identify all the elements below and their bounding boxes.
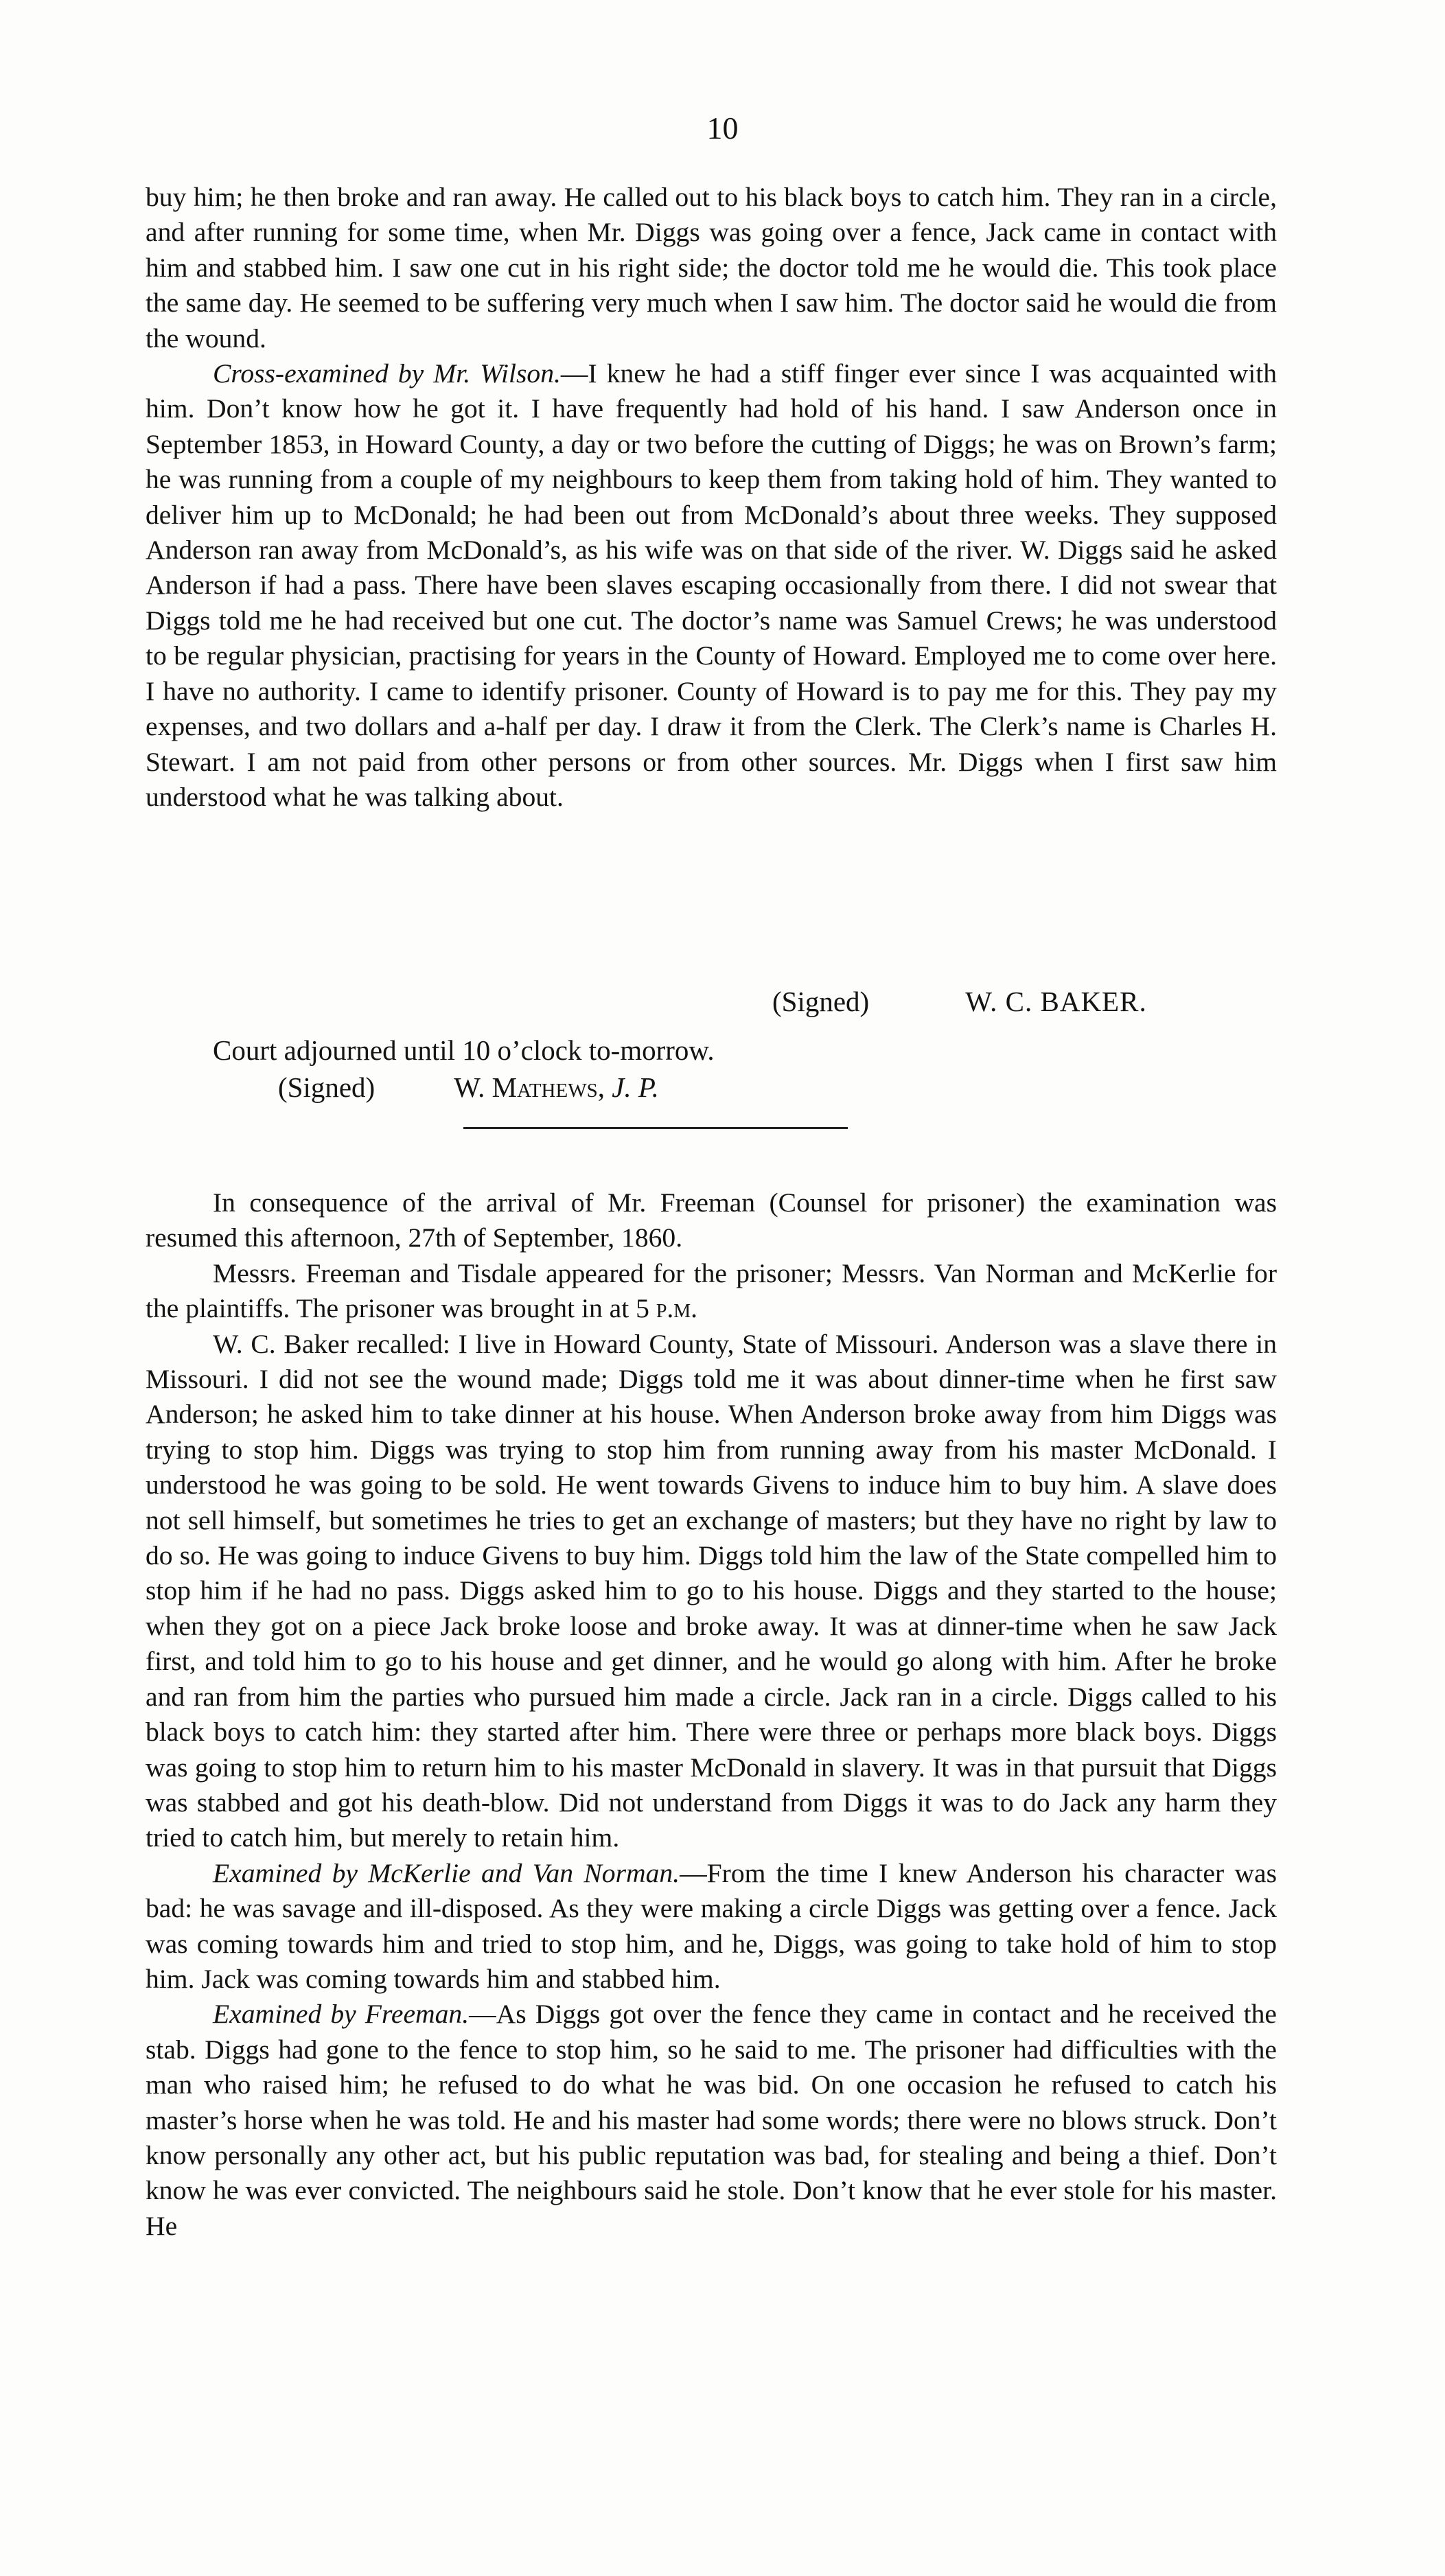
section-divider [463, 1127, 848, 1129]
paragraph-text: In consequence of the arrival of Mr. Freeman (Counsel for prisoner) the examination was resumed this afternoon, 27th of September, 1860. [146, 1187, 1277, 1253]
page-number: 10 [706, 111, 739, 146]
paragraph-text: W. C. Baker recalled: I live in Howard County, State of Missouri. Anderson was a slave there in Missouri. I did not see the wound made; Diggs told me it was about dinner-time when he first saw Anderson; he asked him to take dinner at his house. When Anderson broke away from him Diggs was trying to stop him. Diggs was trying to stop him from running away from his master McDonald. I understood he was going to be sold. He went towards Givens to induce him to buy him. A slave does not sell himself, but sometimes he tries to get an exchange of masters; but they have no right by law to do so. He was going to induce Givens to buy him. Diggs told him the law of the State compelled him to stop him if he had no pass. Diggs asked him to go to his house. Diggs and they started to the house; when they got on a piece Jack broke loose and broke away. It was at dinner-time when he saw Jack first, and told him to go to his house and get dinner, and he would go along with him. After he broke and ran from him the parties who pursued him made a circle. Jack ran in a circle. Diggs called to his black boys to catch him: they started after him. There were three or perhaps more black boys. Diggs was going to stop him to return him to his master McDonald in slavery. It was in that pursuit that Diggs was stabbed and got his death-blow. Did not understand from Diggs it was to do Jack any harm they tried to catch him, but merely to retain him. [146, 1328, 1277, 1853]
paragraph-lead: Examined by McKerlie and Van Norman. [213, 1857, 680, 1888]
paragraph-lead: Examined by Freeman. [213, 1999, 470, 2030]
signature-baker [772, 985, 1147, 1018]
paragraph-text: —I knew he had a stiff finger ever since I was acquainted with him. Don’t know how he got it. I have frequently had hold of his hand. I saw Anderson once in September 1853, in Howard County, a day or two before the cutting of Diggs; he was on Brown’s farm; he was running from a couple of my neighbours to keep them from taking hold of him. They wanted to deliver him up to McDonald; he had been out from McDonald’s about three weeks. They supposed Anderson ran away from McDonald’s, as his wife was on that side of the river. W. Diggs said he asked Anderson if had a pass. There have been slaves escaping occasionally from there. I did not swear that Diggs told me he had received but one cut. The doctor’s name was Samuel Crews; he was understood to be regular physician, practising for years in the County of Howard. Employed me to come over here. I have no authority. I came to identify prisoner. County of Howard is to pay me for this. They pay my expenses, and two dollars and a-half per day. I draw it from the Clerk. The Clerk’s name is Charles H. Stewart. I am not paid from other persons or from other sources. Mr. Diggs when I first saw him understood what he was talking about. [146, 358, 1277, 812]
paragraph-mckerlie-examination [146, 1856, 1277, 1997]
paragraph-lead: Cross-examined by Mr. Wilson. [213, 358, 561, 389]
adjournment-notice: Court adjourned until 10 o’clock to-morrow. [213, 1034, 715, 1066]
paragraph-freeman-examination [146, 1997, 1277, 2244]
testimony-bottom [146, 1185, 1277, 2244]
magistrate-title: J. P. [612, 1071, 659, 1103]
paragraph-cross-examination [146, 356, 1277, 815]
paragraph-text: Messrs. Freeman and Tisdale appeared for the prisoner; Messrs. Van Norman and McKerlie for the plaintiffs. The prisoner was brought in at 5 [146, 1257, 1277, 1324]
paragraph-text: buy him; he then broke and ran away. He called out to his black boys to catch him. They ran in a circle, and after running for some time, when Mr. Diggs was going over a fence, Jack came in contact with him and stabbed him. I saw one cut in his right side; the doctor told me he would die. This took place the same day. He seemed to be suffering very much when I saw him. The doctor said he would die from the wound. [146, 182, 1277, 353]
signature-magistrate [278, 1071, 659, 1104]
paragraph-text: —As Diggs got over the fence they came in contact and he received the stab. Diggs had gone to the fence to stop him, so he said to me. The prisoner had difficulties with the man who raised him; he refused to do what he was bid. On one occasion he refused to catch his master’s horse when he was told. He and his master had some words; there were no blows struck. Don’t know personally any other act, but his public reputation was bad, for stealing and being a thief. Don’t know he was ever convicted. The neighbours said he stole. Don’t know that he ever stole for his master. He [146, 1999, 1277, 2241]
testimony-top [146, 180, 1277, 815]
signature-name: W. C. BAKER. [965, 986, 1147, 1017]
paragraph-continuation [146, 180, 1277, 356]
paragraph-resumption [146, 1185, 1277, 1256]
paragraph-counsel [146, 1256, 1277, 1327]
paragraph-text: —From the time I knew Anderson his character was bad: he was savage and ill-disposed. As they were making a circle Diggs was getting over a fence. Jack was coming towards him and tried to stop him, and he, Diggs, was going to take hold of him to stop him. Jack was coming towards him and stabbed him. [146, 1857, 1277, 1994]
paragraph-baker-recalled [146, 1327, 1277, 1856]
time-abbrev: p.m. [656, 1293, 698, 1324]
signed-label: (Signed) [278, 1071, 375, 1103]
signed-label: (Signed) [772, 986, 870, 1017]
magistrate-name: W. Mathews, [454, 1071, 605, 1103]
